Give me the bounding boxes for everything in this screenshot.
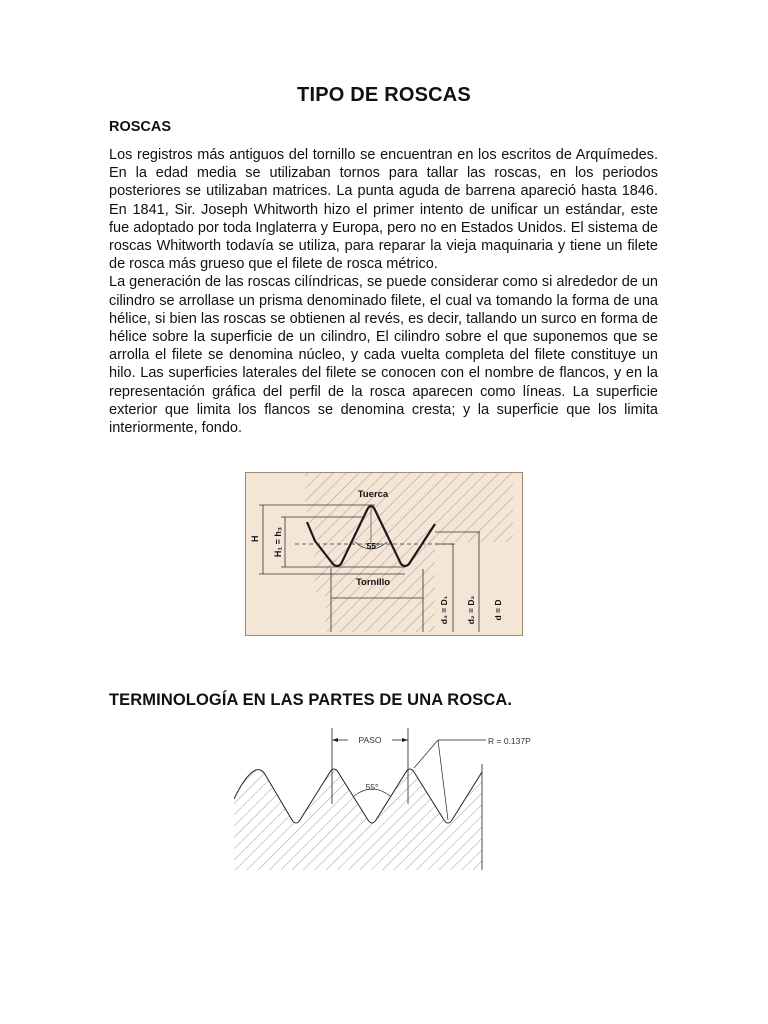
- page-title: TIPO DE ROSCAS: [297, 84, 471, 106]
- height-label: H: [250, 535, 260, 542]
- radius-label: R = 0.137P: [488, 736, 531, 746]
- thread-height-label: H₁ = h₃: [273, 526, 283, 558]
- section-heading: TERMINOLOGÍA EN LAS PARTES DE UNA ROSCA.: [109, 691, 513, 709]
- thread-terminology-figure: [234, 724, 544, 874]
- pitch-label: PASO: [358, 735, 382, 745]
- paragraph: La generación de las roscas cilíndricas, se puede considerar como si alrededor de un cilindro se arrollase un prisma denominado filete, el cual va tomando la forma de una hélice, si bien las roscas se obtienen al revés, es decir, tallando un surco en forma de hélice sobre la superficie de un cilindro, El cilindro sobre el que suponemos que se arrolla el filete se denomina núcleo, y cada vuelta completa del filete constituye un hilo. Las superficies laterales del filete se conocen con el nombre de flancos, y en la representación gráfica del perfil de la rosca aparecen como líneas. La superficie exterior que limita los flancos se denomina cresta; y la superficie que los limita interiormente, fondo.: [109, 274, 658, 437]
- paragraph: Los registros más antiguos del tornillo se encuentran en los escritos de Arquímedes. En la edad media se utilizaban tornos para tallar las roscas, en los periodos posteriores se utilizaban matrices. La punta aguda de barrena apareció hasta 1846. En 1841, Sir. Joseph Whitworth hizo el primer intento de unificar un estándar, este fue adoptado por toda Inglaterra y Europa, pero no en Estados Unidos. El sistema de roscas Whitworth todavía se utiliza, para reparar la vieja maquinaria y tiene un filete de rosca más grueso que el filete de rosca métrico.: [109, 147, 658, 273]
- angle-label: 55°: [366, 541, 380, 551]
- section-label: ROSCAS: [109, 119, 172, 135]
- screw-label: Tornillo: [355, 577, 391, 588]
- thread-terminology-diagram: [234, 724, 544, 874]
- nut-label: Tuerca: [357, 489, 389, 500]
- angle-label: 55°: [365, 782, 379, 792]
- pitch-diameter-label: d₂ = D₂: [466, 595, 476, 625]
- thread-profile-diagram: [245, 472, 523, 636]
- minor-diameter-label: d₃ = D₁: [439, 595, 449, 625]
- thread-profile-figure: [245, 472, 523, 636]
- major-diameter-label: d = D: [493, 599, 503, 621]
- body-text: [109, 146, 658, 437]
